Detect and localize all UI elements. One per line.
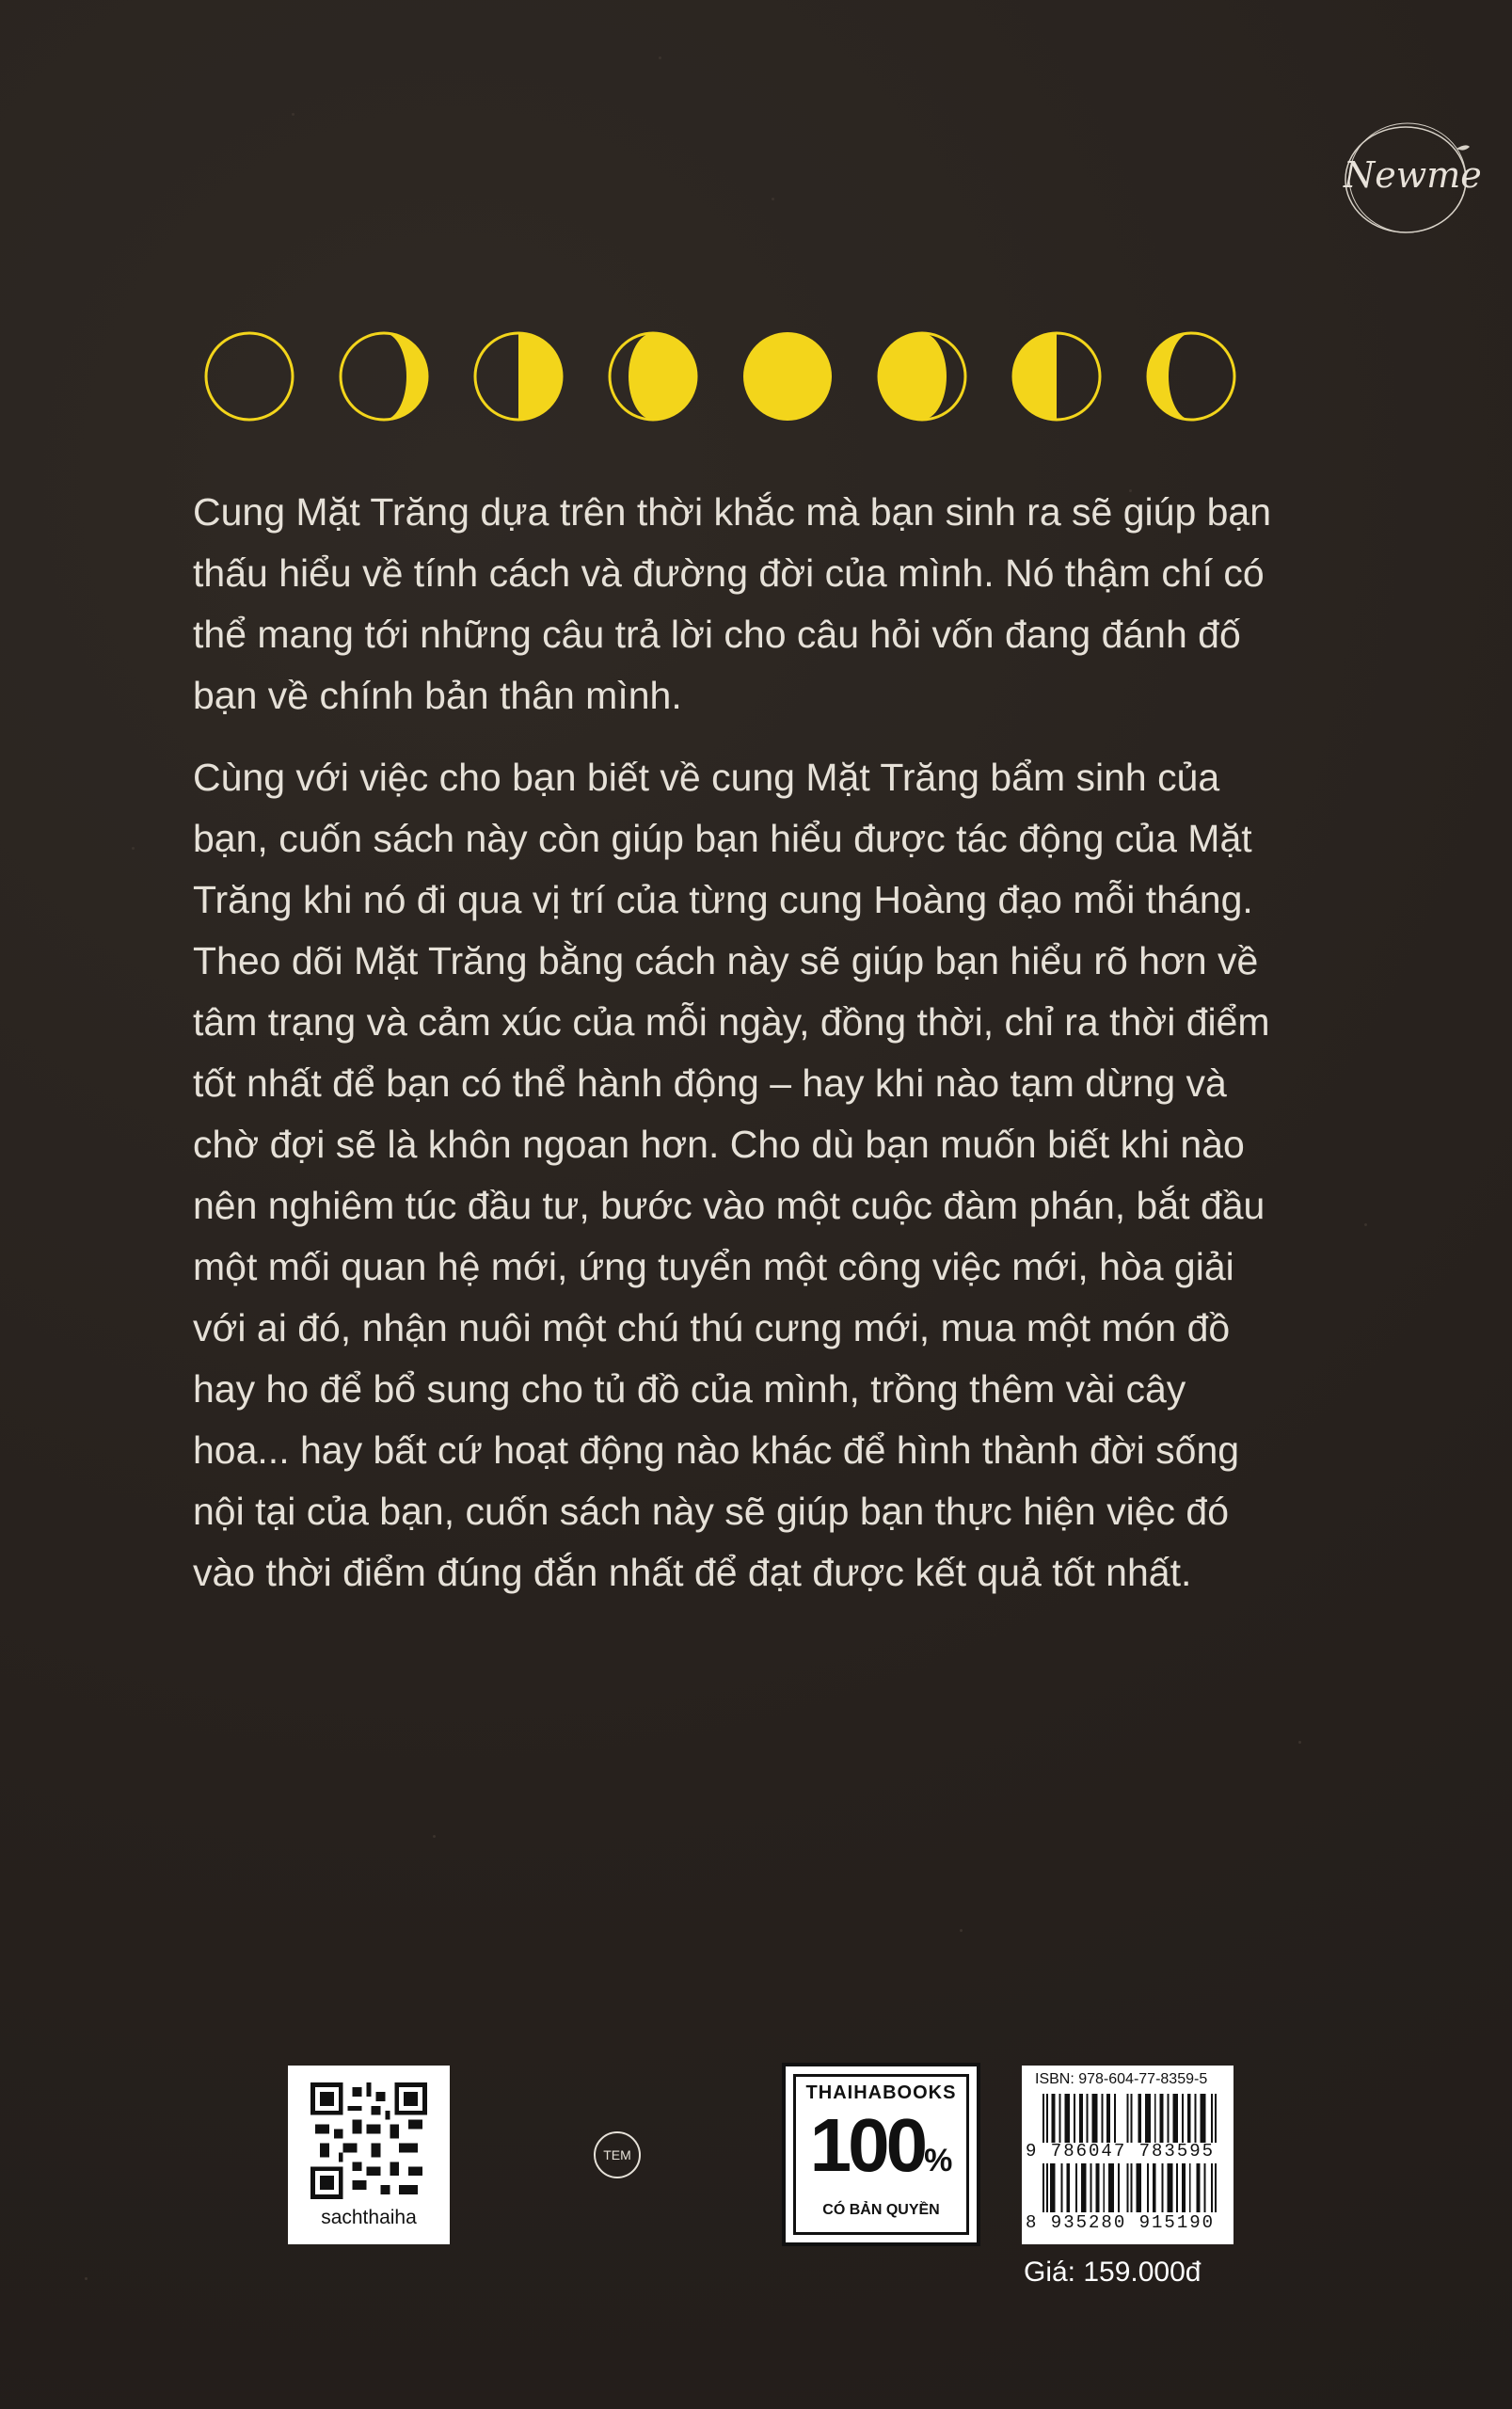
barcode — [1022, 2066, 1233, 2244]
isbn-label: ISBN: 978-604-77-8359-5 — [1035, 2071, 1208, 2087]
copyright-badge — [782, 2063, 980, 2246]
price: Giá: 159.000đ — [1024, 2257, 1202, 2288]
logo-text: Newme — [1344, 154, 1482, 196]
new-moon-icon — [202, 329, 296, 423]
product-barcode-icon — [1042, 2163, 1217, 2212]
first-quarter-icon — [471, 329, 565, 423]
qr-code[interactable] — [288, 2066, 450, 2244]
waning-crescent-icon — [1144, 329, 1238, 423]
qr-label: sachthaiha — [321, 2207, 417, 2228]
description-paragraph-2: Cùng với việc cho bạn biết về cung Mặt Trăng bẩm sinh của bạn, cuốn sách này còn giúp bạn hiểu được tác động của Mặt Trăng khi nó đi qua vị trí của từng cung Hoàng đạo mỗi tháng. Theo dõi Mặt Trăng bằng cách này sẽ giúp bạn hiểu rõ hơn về tâm trạng và cảm xúc của mỗi ngày, đồng thời, chỉ ra thời điểm tốt nhất để bạn có thể hành động – hay khi nào tạm dừng và chờ đợi sẽ là khôn ngoan hơn. Cho dù bạn muốn biết khi nào nên nghiêm túc đầu tư, bước vào một cuộc đàm phán, bắt đầu một mối quan hệ mới, ứng tuyển một công việc mới, hòa giải với ai đó, nhận nuôi một chú thú cưng mới, mua một món đồ hay ho để bổ sung cho tủ đồ của mình, trồng thêm vài cây hoa... hay bất cứ hoạt động nào khác để hình thành đời sống nội tại của bạn, cuốn sách này sẽ giúp bạn thực hiện việc đó vào thời điểm đúng đắn nhất để đạt được kết quả tốt nhất. — [193, 756, 1270, 1594]
waning-gibbous-icon — [875, 329, 969, 423]
last-quarter-icon — [1010, 329, 1104, 423]
qr-code-icon — [310, 2082, 427, 2199]
badge-number: 100% — [809, 2103, 953, 2187]
book-description — [193, 482, 1275, 1624]
barcode-number-1: 9 786047 783595 — [1026, 2141, 1216, 2162]
description-paragraph-1: Cung Mặt Trăng dựa trên thời khắc mà bạn sinh ra sẽ giúp bạn thấu hiểu về tính cách và đường đời của mình. Nó thậm chí có thể mang tới những câu trả lời cho câu hỏi vốn đang đánh đố bạn về chính bản thân mình. — [193, 490, 1272, 717]
full-moon-icon — [740, 329, 835, 423]
moon-phases — [202, 329, 1237, 423]
waxing-crescent-icon — [337, 329, 431, 423]
stamp-label: TEM — [594, 2131, 641, 2178]
badge-brand: THAIHABOOKS — [805, 2082, 957, 2103]
newme-logo — [1336, 120, 1482, 239]
badge-subtitle: CÓ BẢN QUYỀN — [822, 2202, 940, 2218]
isbn-barcode-icon — [1042, 2094, 1217, 2143]
waxing-gibbous-icon — [606, 329, 700, 423]
barcode-number-2: 8 935280 915190 — [1026, 2212, 1216, 2233]
